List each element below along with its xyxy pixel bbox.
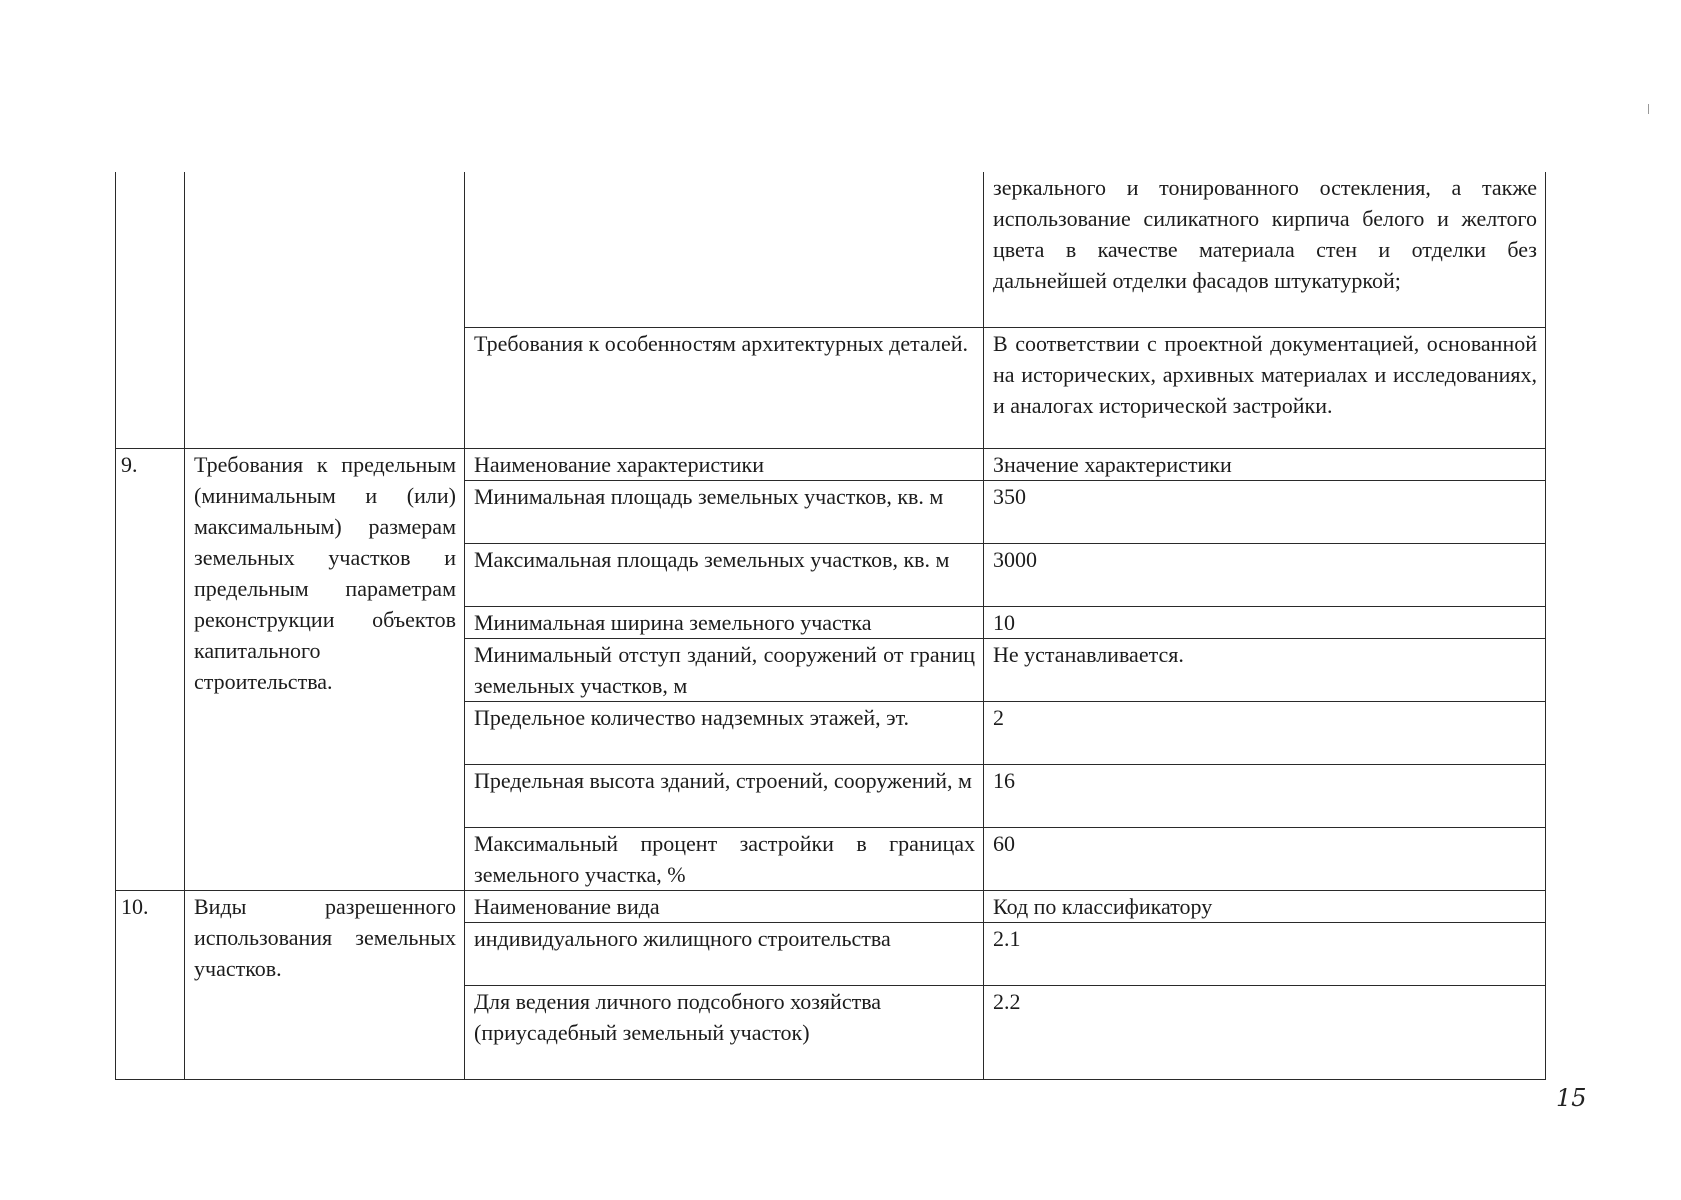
- characteristic-value: 3000: [984, 544, 1546, 607]
- characteristic-name: Минимальный отступ зданий, сооружений от границ земельных участков, м: [465, 639, 984, 702]
- section9-number: 9.: [116, 449, 185, 891]
- section10-number: 10.: [116, 891, 185, 1080]
- section10-header-name: Наименование вида: [465, 891, 984, 923]
- characteristic-name: Предельное количество надземных этажей, эт.: [465, 702, 984, 765]
- characteristic-name: Максимальный процент застройки в границах земельного участка, %: [465, 828, 984, 891]
- title-cell: [185, 172, 465, 449]
- characteristic-value: 60: [984, 828, 1546, 891]
- characteristic-cell: Требования к особенностям архитектурных деталей.: [465, 328, 984, 449]
- characteristic-value: 10: [984, 607, 1546, 639]
- section9-title: Требования к предельным (минимальным и (или) максимальным) размерам земельных участков и предельным параметрам реконструкции объектов капитального строительства.: [185, 449, 465, 891]
- characteristic-value: Не устанавливается.: [984, 639, 1546, 702]
- scan-mark: [1648, 104, 1649, 114]
- section9-header-name: Наименование характеристики: [465, 449, 984, 481]
- section9-header-row: [116, 449, 1546, 481]
- section9-header-value: Значение характеристики: [984, 449, 1546, 481]
- characteristic-name: Минимальная площадь земельных участков, кв. м: [465, 481, 984, 544]
- continuation-row-1: [116, 172, 1546, 328]
- value-cell: В соответствии с проектной документацией, основанной на исторических, архивных материалах и исследованиях, и аналогах исторической застройки.: [984, 328, 1546, 449]
- use-type-name: индивидуального жилищного строительства: [465, 923, 984, 986]
- section10-title: Виды разрешенного использования земельных участков.: [185, 891, 465, 1080]
- use-type-name: Для ведения личного подсобного хозяйства (приусадебный земельный участок): [465, 986, 984, 1080]
- use-type-code: 2.1: [984, 923, 1546, 986]
- characteristic-value: 16: [984, 765, 1546, 828]
- number-cell: [116, 172, 185, 449]
- requirements-table: [115, 172, 1546, 1080]
- use-type-code: 2.2: [984, 986, 1546, 1080]
- value-cell: зеркального и тонированного остекления, а также использование силикатного кирпича белого и желтого цвета в качестве материала стен и отделки без дальнейшей отделки фасадов штукатуркой;: [984, 172, 1546, 328]
- characteristic-cell: [465, 172, 984, 328]
- characteristic-value: 350: [984, 481, 1546, 544]
- characteristic-value: 2: [984, 702, 1546, 765]
- page-number: 15: [1556, 1084, 1587, 1112]
- section10-header-row: [116, 891, 1546, 923]
- characteristic-name: Предельная высота зданий, строений, сооружений, м: [465, 765, 984, 828]
- characteristic-name: Максимальная площадь земельных участков, кв. м: [465, 544, 984, 607]
- characteristic-name: Минимальная ширина земельного участка: [465, 607, 984, 639]
- section10-header-value: Код по классификатору: [984, 891, 1546, 923]
